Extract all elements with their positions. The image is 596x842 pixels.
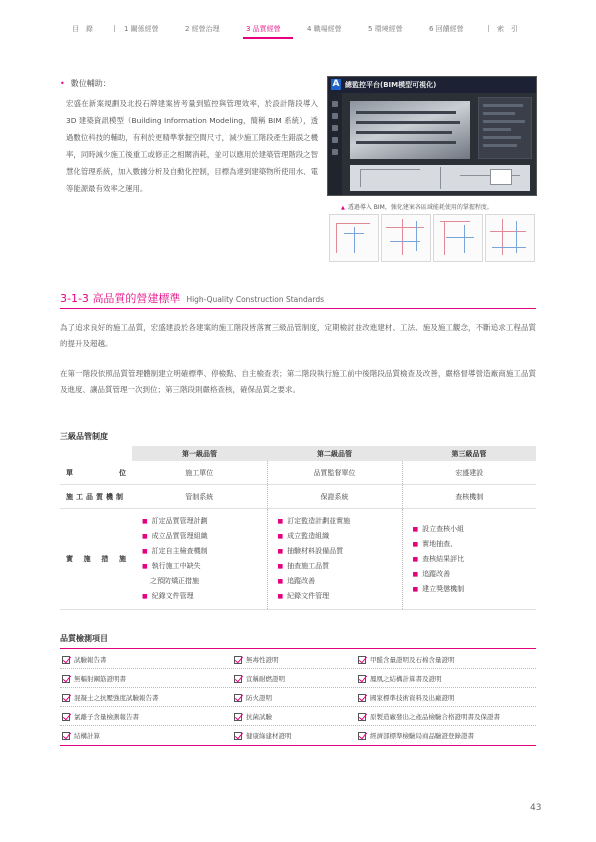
bim-building-model xyxy=(350,101,470,159)
inspection-item: 甲醛含量證明及石棉含量證明 xyxy=(358,655,455,664)
checkbox-checked-icon xyxy=(62,732,70,740)
nav-item-relations[interactable]: 1 關係經營 xyxy=(124,25,159,33)
three-level-qc-table xyxy=(60,446,536,610)
row-label: 施工品質機制 xyxy=(60,485,132,509)
nav-item-quality[interactable]: 3 品質經營 xyxy=(246,25,281,33)
measures-list xyxy=(132,514,267,604)
nav-separator xyxy=(114,25,115,32)
floor-plan-thumbnail xyxy=(381,214,431,262)
list-item: ■ 設立查核小組 xyxy=(412,524,465,533)
page-number: 43 xyxy=(530,803,542,813)
list-item: ■ 成立監造組織 xyxy=(277,532,330,540)
column-header: 第二級品管 xyxy=(267,446,402,461)
table-row xyxy=(60,485,536,509)
list-item: ■ 訂定品質管理計劃 xyxy=(142,517,208,525)
inspection-item: 鳳凰之結構計算書及證明 xyxy=(358,674,442,683)
floor-plan-thumbnail xyxy=(329,214,379,262)
top-navigation xyxy=(72,24,542,38)
floor-plan-thumbnail xyxy=(433,214,483,262)
inspection-item: 無毒性證明 xyxy=(234,655,279,664)
checkbox-checked-icon xyxy=(62,694,70,702)
checkbox-checked-icon xyxy=(358,694,366,702)
bim-header xyxy=(328,77,536,93)
inspection-item: 結構計算 xyxy=(62,731,100,740)
floor-plan-thumbnail xyxy=(485,214,535,262)
inspection-item: 國家標準技術資料及出廠證明 xyxy=(358,693,455,702)
nav-separator xyxy=(488,25,489,32)
section-title: 3-1-3 高品質的營建標準 High-Quality Construction Standards xyxy=(60,292,325,305)
digital-assist-title: • 數位輔助： xyxy=(60,79,111,88)
list-item: ■ 執行施工中缺失 xyxy=(142,562,201,570)
inspection-item: 氯離子含量檢測報告書 xyxy=(62,712,139,721)
list-item: ■ 紀錄文件管理 xyxy=(277,592,330,600)
row-label: 單 位 xyxy=(60,461,132,485)
inspection-item: 試驗報告書 xyxy=(62,655,107,664)
list-item: ■ 抽查施工品質 xyxy=(277,562,330,570)
caption-triangle-icon: ▲ xyxy=(341,205,345,211)
checkbox-checked-icon xyxy=(358,713,366,721)
nav-item-index[interactable]: 索 引 xyxy=(497,25,518,33)
table-cell xyxy=(267,509,402,610)
inspection-item: 原製造廠發出之產品檢驗合格證明書及保證書 xyxy=(358,712,500,721)
checkbox-checked-icon xyxy=(358,656,366,664)
column-header: 第一級品管 xyxy=(132,446,267,461)
nav-item-governance[interactable]: 2 經營治理 xyxy=(185,25,220,33)
table-cell: 保證系統 xyxy=(267,485,402,509)
inspection-item: 經濟部標準檢驗局商品驗證登錄證書 xyxy=(358,731,474,740)
table-cell xyxy=(132,509,267,610)
section-divider xyxy=(60,308,536,309)
inspection-item: 混凝土之抗壓強度試驗報告書 xyxy=(62,693,159,702)
nav-item-community[interactable]: 6 回饋經營 xyxy=(429,25,464,33)
table-cell: 管制系統 xyxy=(132,485,267,509)
row-label: 實 施 措 施 xyxy=(60,509,132,610)
digital-assist-body: 宏盛在新案規劃及北投石牌建案皆考量到監控與管理效率，於設計階段導入 3D 建築資訊模型（Building Information Modeling，簡稱 BIM 系統），透過數位科技的輔助，有利於更精準掌握空間尺寸，減少施工階段產生錯誤之機率，同時減少施工後重工或修正之相關消耗，並可以應用於建築管理階段之智慧化管理系統，加入數據分析及自動化控制，目標為達到建築物所使用水、電等能源最有效率之運用。 xyxy=(66,99,318,193)
nav-item-environment[interactable]: 5 環境經營 xyxy=(368,25,403,33)
list-item: ■ 追蹤改善 xyxy=(412,569,451,578)
floor-plan-thumbnails xyxy=(329,214,535,262)
checkbox-checked-icon xyxy=(358,675,366,683)
table-cell: 施工單位 xyxy=(132,461,267,485)
bim-data-panel xyxy=(478,97,532,159)
list-item: ■ 抽驗材料設備品質 xyxy=(277,547,344,555)
list-item: ■ 紀錄文件管理 xyxy=(142,592,194,600)
checkbox-checked-icon xyxy=(62,713,70,721)
list-item: ■ 查核結果評比 xyxy=(412,554,465,563)
nav-item-workplace[interactable]: 4 職場經營 xyxy=(307,25,342,33)
list-item: ■ 建立獎懲機制 xyxy=(412,584,465,593)
inspection-item: 無輻射鋼筋證明書 xyxy=(62,674,126,683)
column-header: 第三級品管 xyxy=(402,446,536,461)
table-cell: 宏盛建設 xyxy=(402,461,536,485)
measures-list xyxy=(403,522,537,597)
list-item: ■ 追蹤改善 xyxy=(277,577,316,585)
section-paragraph-1: 為了追求良好的施工品質，宏盛建設於各建案的施工階段皆落實三級品管制度，定期檢討並改進建材、工法、施及施工觀念，不斷追求工程品質的提升及超越。 xyxy=(60,323,536,348)
list-item: ■ 訂定監造計劃並實施 xyxy=(277,517,351,525)
checkbox-checked-icon xyxy=(234,732,242,740)
bullet-icon: • xyxy=(60,79,65,88)
bim-logo-icon: A xyxy=(332,79,340,89)
table-row xyxy=(60,461,536,485)
table-cell: 品質監督單位 xyxy=(267,461,402,485)
checkbox-checked-icon xyxy=(234,656,242,664)
inspection-item: 宣稱耐燃證明 xyxy=(234,674,285,683)
checkbox-checked-icon xyxy=(234,713,242,721)
measures-list xyxy=(268,514,402,604)
checkbox-checked-icon xyxy=(62,656,70,664)
inspection-item: 防火證明 xyxy=(234,693,272,702)
nav-active-underline xyxy=(243,37,293,39)
table-heading: 三級品管制度 xyxy=(60,432,108,441)
table-cell: 查核機制 xyxy=(402,485,536,509)
list-item: ■ 實地抽查、 xyxy=(412,539,458,548)
checkbox-checked-icon xyxy=(358,732,366,740)
checkbox-checked-icon xyxy=(234,694,242,702)
bim-screenshot xyxy=(327,76,537,196)
list-item: ■ 成立品質管理組織 xyxy=(142,532,208,540)
nav-item-contents[interactable]: 目 錄 xyxy=(72,25,93,33)
bim-sidebar xyxy=(328,93,342,195)
bim-title: 總監控平台(BIM模型可視化) xyxy=(345,81,437,89)
section-paragraph-2: 在第一階段依照品質管理體制建立明確標準、停檢點、自主檢查表；第二階段執行施工前中後階段品質檢查及改善，嚴格督導營造廠商施工品質及進度、讓品質管理一次到位；第三階段則嚴格查核，確保品質之要求。 xyxy=(60,369,536,394)
list-item: 之預防矯正措施 xyxy=(150,577,199,585)
inspection-item: 健康綠建材證明 xyxy=(234,731,292,740)
checkbox-checked-icon xyxy=(62,675,70,683)
table-row xyxy=(60,509,536,610)
inspection-items xyxy=(60,648,536,746)
checkbox-checked-icon xyxy=(234,675,242,683)
table-cell xyxy=(402,509,536,610)
inspection-heading: 品質檢測項目 xyxy=(60,634,108,643)
list-item: ■ 訂定自主檢查機制 xyxy=(142,547,208,555)
image-caption: ▲ 透過導入 BIM，強化建案各區域能耗使用的掌握程度。 xyxy=(341,204,493,211)
table-header-row xyxy=(60,446,536,461)
bim-floor-plan xyxy=(350,165,530,191)
inspection-item: 抗菌試驗 xyxy=(234,712,272,721)
